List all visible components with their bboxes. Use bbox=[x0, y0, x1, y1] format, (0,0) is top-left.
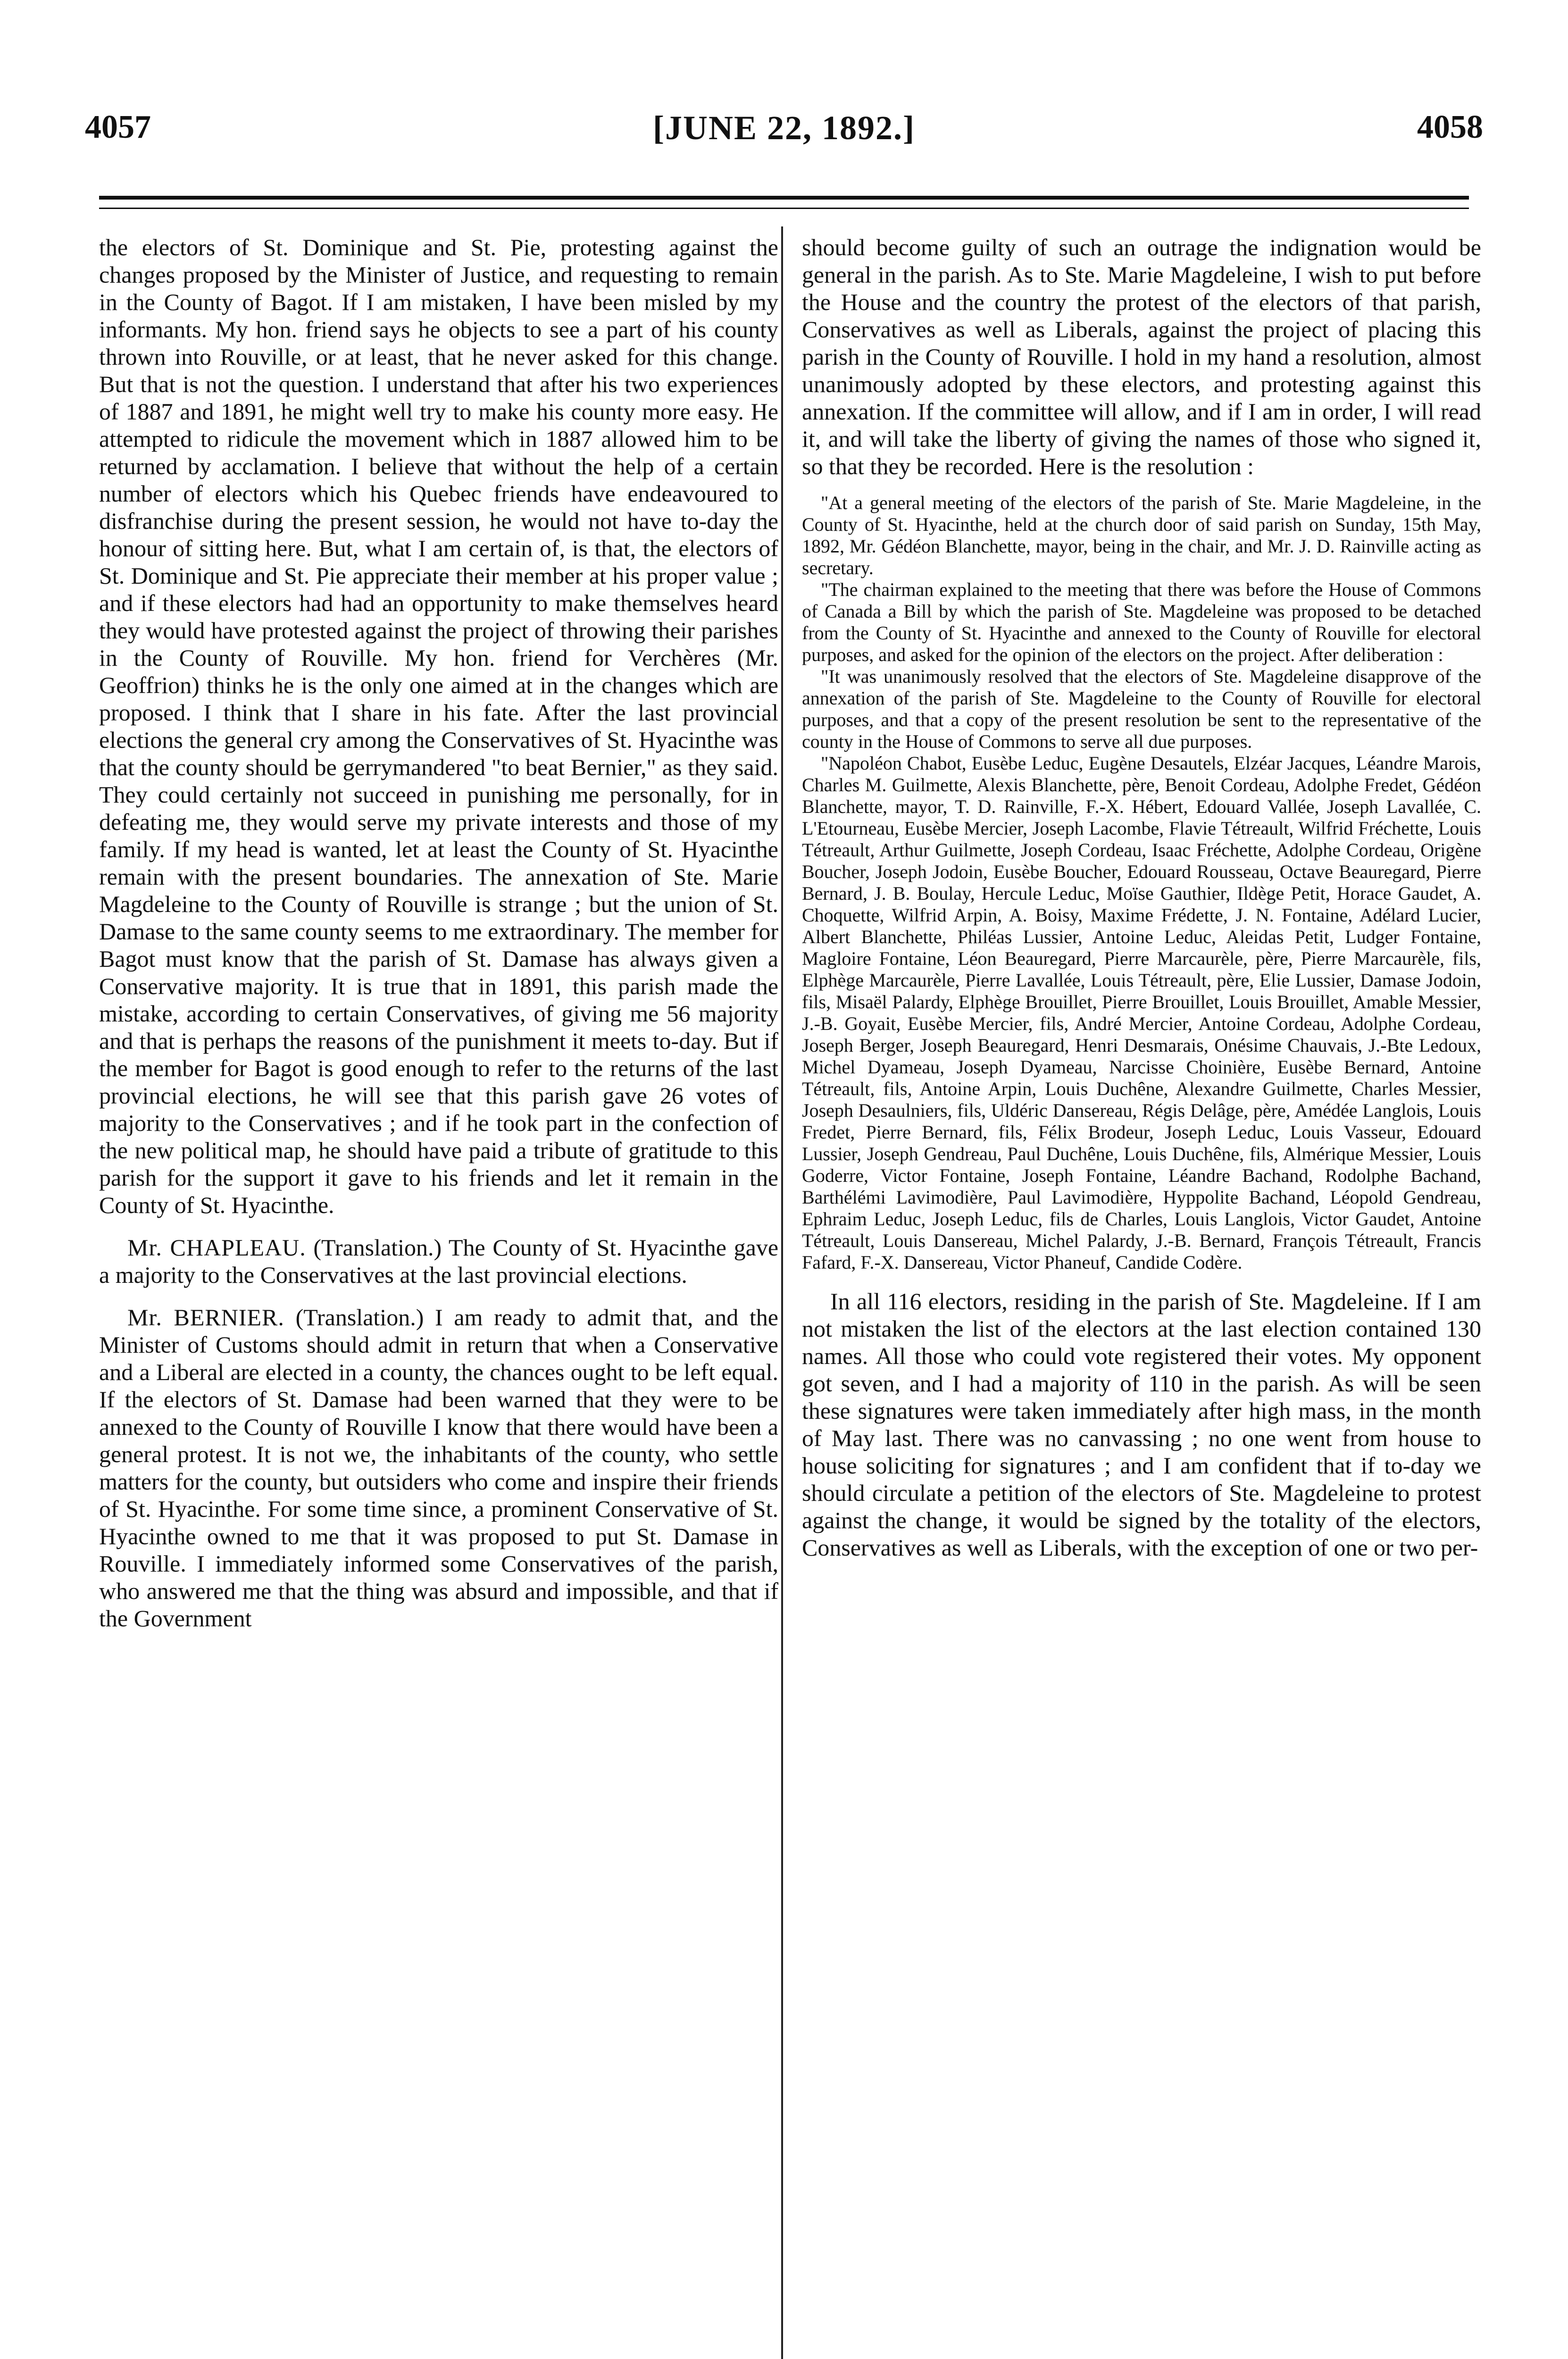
chapleau-paragraph bbox=[99, 1234, 778, 1288]
page-number-left: 4057 bbox=[85, 109, 151, 145]
speaker-chapleau: Mr. CHAPLEAU. bbox=[127, 1234, 306, 1261]
header-rule-thick bbox=[99, 196, 1469, 200]
resolution-explanation: "The chairman explained to the meeting that there was before the House of Commons of Canada a Bill by which the parish of Ste. Magdeleine was proposed to be detached from the County of St. Hyacinthe and annexed to the County of Rouville for electoral purposes, and asked for the opinion of the electors on the project. After deliberation : bbox=[802, 579, 1481, 665]
page-number-right: 4058 bbox=[1417, 109, 1483, 145]
right-column bbox=[802, 234, 1481, 1561]
page-header bbox=[85, 109, 1483, 165]
right-paragraph-2: In all 116 electors, residing in the parish of Ste. Magdeleine. If I am not mistaken the list of the electors at the last election contained 130 names. All those who could vote registered their votes. My opponent got seven, and I had a majority of 110 in the parish. As will be seen these signatures were taken immediately after high mass, in the month of May last. There was no canvassing ; no one went from house to house soliciting for signatures ; and I am confident that if to-day we should circulate a petition of the electors of Ste. Magdeleine to protest against the change, it would be signed by the totality of the electors, Conservatives as well as Liberals, with the exception of one or two per- bbox=[802, 1288, 1481, 1561]
chapleau-text: (Translation.) The County of St. Hyacinthe gave a majority to the Conservatives at the last provincial elections. bbox=[99, 1234, 779, 1288]
resolution-signatories: "Napoléon Chabot, Eusèbe Leduc, Eugène Desautels, Elzéar Jacques, Léandre Marois, Charles M. Guilmette, Alexis Blanchette, père, Benoit Cordeau, Adolphe Fredet, Gédéon Blanchette, mayor, T. D. Rainville, F.-X. Hébert, Edouard Vallée, Joseph Lavallée, C. L'Etourneau, Eusèbe Mercier, Joseph Lacombe, Flavie Tétreault, Wilfrid Fréchette, Louis Tétreault, Arthur Guilmette, Joseph Cordeau, Isaac Fréchette, Adolphe Cordeau, Origène Boucher, Joseph Jodoin, Eusèbe Boucher, Edouard Rousseau, Octave Beauregard, Pierre Bernard, J. B. Boulay, Hercule Leduc, Moïse Gauthier, Ildège Petit, Horace Gaudet, A. Choquette, Wilfrid Arpin, A. Boisy, Maxime Frédette, J. N. Fontaine, Adélard Lucier, Albert Blanchette, Philéas Lussier, Antoine Leduc, Aleidas Petit, Ludger Fontaine, Magloire Fontaine, Léon Beauregard, Pierre Marcaurèle, père, Pierre Marcaurèle, fils, Elphège Marcaurèle, Pierre Lavallée, Louis Tétreault, père, Elie Lussier, Damase Jodoin, fils, Misaël Palardy, Elphège Brouillet, Pierre Brouillet, Louis Brouillet, Amable Messier, J.-B. Goyait, Eusèbe Mercier, fils, André Mercier, Antoine Cordeau, Adolphe Cordeau, Joseph Berger, Joseph Beauregard, Henri Desmarais, Onésime Chauvais, J.-Bte Ledoux, Michel Dyameau, Joseph Dyameau, Narcisse Choinière, Eusèbe Bernard, Antoine Tétreault, fils, Antoine Arpin, Louis Duchêne, Alexandre Guilmette, Charles Messier, Joseph Desaulniers, fils, Uldéric Dansereau, Régis Delâge, père, Amédée Langlois, Louis Fredet, Pierre Bernard, fils, Félix Brodeur, Joseph Leduc, Louis Vasseur, Edouard Lussier, Joseph Gendreau, Paul Duchêne, Louis Duchêne, fils, Almérique Messier, Louis Goderre, Victor Fontaine, Joseph Fontaine, Léandre Bachand, Rodolphe Bachand, Barthélémi Lavimodière, Paul Lavimodière, Hyppolite Bachand, Léopold Gendreau, Ephraim Leduc, Joseph Leduc, fils de Charles, Louis Langlois, Victor Gaudet, Antoine Tétreault, Louis Dansereau, Michel Palardy, J.-B. Bernard, François Tétreault, Francis Fafard, F.-X. Dansereau, Victor Phaneuf, Candide Codère. bbox=[802, 753, 1481, 1273]
left-column bbox=[99, 234, 778, 1632]
right-paragraph-1: should become guilty of such an outrage the indignation would be general in the parish. As to Ste. Marie Magdeleine, I wish to put before the House and the country the protest of the electors of that parish, Conservatives as well as Liberals, against the project of placing this parish in the County of Rouville. I hold in my hand a resolution, almost unanimously adopted by these electors, and protesting against this annexation. If the committee will allow, and if I am in order, I will read it, and will take the liberty of giving the names of those who signed it, so that they be recorded. Here is the resolution : bbox=[802, 234, 1481, 479]
column-divider bbox=[781, 226, 783, 2359]
bernier-text: (Translation.) I am ready to admit that, and the Minister of Customs should admit in return that when a Conservative and a Liberal are elected in a county, the chances ought to be left equal. If the electors of St. Damase had been warned that they were to be annexed to the County of Rouville I know that there would have been a general protest. It is not we, the inhabitants of the county, who settle matters for the county, but outsiders who come and inspire their friends of St. Hyacinthe. For some time since, a prominent Conservative of St. Hyacinthe owned to me that it was proposed to put St. Damase in Rouville. I immediately informed some Conservatives of the parish, who answered me that the thing was absurd and impossible, and that if the Government bbox=[99, 1304, 778, 1631]
bernier-paragraph bbox=[99, 1304, 778, 1632]
resolution-meeting: "At a general meeting of the electors of the parish of Ste. Marie Magdeleine, in the County of St. Hyacinthe, held at the church door of said parish on Sunday, 15th May, 1892, Mr. Gédéon Blanchette, mayor, being in the chair, and Mr. J. D. Rainville acting as secretary. bbox=[802, 492, 1481, 578]
header-rule-thin bbox=[99, 208, 1469, 209]
left-paragraph-1: the electors of St. Dominique and St. Pie, protesting against the changes proposed by the Minister of Justice, and requesting to remain in the County of Bagot. If I am mistaken, I have been misled by my informants. My hon. friend says he objects to see a part of his county thrown into Rouville, or at least, that he never asked for this change. But that is not the question. I understand that after his two experiences of 1887 and 1891, he might well try to make his county more easy. He attempted to ridicule the movement which in 1887 allowed him to be returned by acclamation. I believe that without the help of a certain number of electors which his Quebec friends have endeavoured to disfranchise during the present session, he would not have to-day the honour of sitting here. But, what I am certain of, is that, the electors of St. Dominique and St. Pie appreciate their member at his proper value ; and if these electors had had an opportunity to make themselves heard they would have protested against the project of throwing their parishes in the County of Rouville. My hon. friend for Verchères (Mr. Geoffrion) thinks he is the only one aimed at in the changes which are proposed. I think that I share in his fate. After the last provincial elections the general cry among the Conservatives of St. Hyacinthe was that the county should be gerrymandered "to beat Bernier," as they said. They could certainly not succeed in punishing me personally, for in defeating me, they would serve my private interests and those of my family. If my head is wanted, let at least the County of St. Hyacinthe remain with the present boundaries. The annexation of Ste. Marie Magdeleine to the County of Rouville is strange ; but the union of St. Damase to the same county seems to me extraordinary. The member for Bagot must know that the parish of St. Damase has always given a Conservative majority. It is true that in 1891, this parish made the mistake, according to certain Conservatives, of giving me 56 majority and that is perhaps the reasons of the punishment it meets to-day. But if the member for Bagot is good enough to refer to the returns of the last provincial elections, he will see that this parish gave 26 votes of majority to the Conservatives ; and if he took part in the confection of the new political map, he should have paid a tribute of gratitude to this parish for the support it gave to his friends and let it remain in the County of St. Hyacinthe. bbox=[99, 234, 778, 1218]
page-date: [JUNE 22, 1892.] bbox=[653, 109, 915, 147]
speaker-bernier: Mr. BERNIER. bbox=[127, 1304, 284, 1330]
resolution-text: "It was unanimously resolved that the electors of Ste. Magdeleine disapprove of the annexation of the parish of Ste. Magdeleine to the County of Rouville for electoral purposes, and that a copy of the present resolution be sent to the representative of the county in the House of Commons to serve all due purposes. bbox=[802, 666, 1481, 752]
